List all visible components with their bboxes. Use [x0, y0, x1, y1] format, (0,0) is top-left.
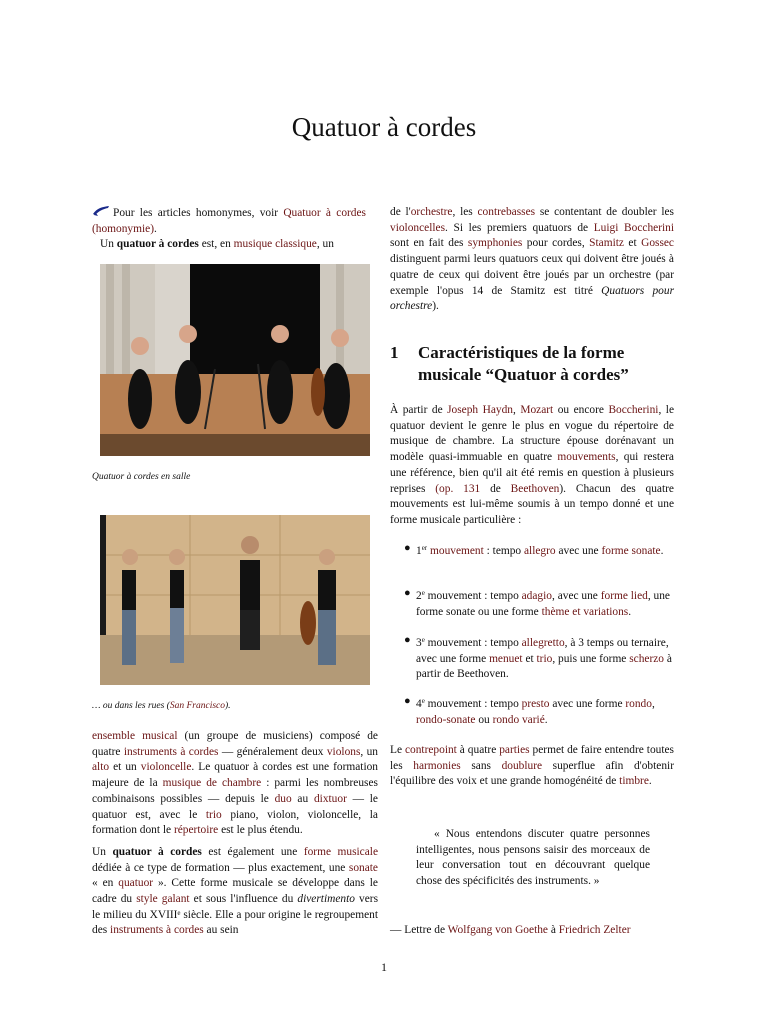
left-column-bottom [92, 729, 378, 939]
caption-concert-hall: Quatuor à cordes en salle [92, 472, 191, 482]
link-zelter[interactable]: Friedrich Zelter [558, 924, 631, 936]
section-heading [390, 342, 680, 386]
paragraph-contrepoint: Le contrepoint à quatre parties permet de faire entendre toutes les harmonies sans doublure superflue afin d'obtenir l'équilibre des voix et une grande homogénéité de timbre. [390, 744, 674, 788]
caption-street: … ou dans les rues (San Francisco). [92, 701, 231, 711]
link-san-francisco[interactable]: San Francisco [169, 701, 226, 711]
list-item: ● 1er mouvement : tempo allegro avec une forme sonate. [404, 542, 664, 557]
homonym-link[interactable]: Quatuor à cordes (homonymie) [92, 207, 366, 235]
link-goethe[interactable]: Wolfgang von Goethe [447, 924, 548, 936]
page-title: Quatuor à cordes [291, 112, 477, 142]
homonym-note: Pour les articles homonymes, voir Quatuor à cordes (homonymie). [92, 207, 366, 235]
goethe-quote: « Nous entendons discuter quatre personnes intelligentes, nous pensons saisir des morceaux de leur conversation tout en découvrant quelque chose des spécificités des instruments. » [416, 828, 650, 888]
movement-list [390, 541, 680, 726]
list-item: ● 2e mouvement : tempo adagio, avec une forme lied, une forme sonate ou une forme thème et variations. [404, 587, 670, 618]
section-number: 1 [390, 343, 399, 362]
quote-attribution: — Lettre de Wolfgang von Goethe à Friedrich Zelter [390, 924, 631, 936]
paragraph-orchestre: de l'orchestre, les contrebasses se contentant de doubler les violoncelles. Si les premiers quatuors de Luigi Boccherini sont en fait des symphonies pour cordes, Stamitz et Gossec distinguent parmi leurs quatuors ceux qui doivent être joués à quatre de ceux qui doivent être joués par un orchestre (par exemple l'opus 14 de Stamitz est titré Quatuors pour orchestre). [390, 206, 675, 313]
section-title: Caractéristiques de la forme musicale “Quatuor à cordes” [418, 343, 629, 384]
disambiguation-icon [92, 205, 110, 217]
concert-hall-photo [100, 264, 370, 456]
list-item: ● 4e mouvement : tempo presto avec une forme rondo, rondo-sonate ou rondo varié. [404, 695, 655, 726]
paragraph-forme: Un quatuor à cordes est également une forme musicale dédiée à ce type de formation — plus exactement, une sonate « en quatuor ». Cette forme musicale se développe dans le cadre du style galant et sous l'influence du divertimento vers le milieu du XVIIIᵉ siècle. Elle a pour origine le regroupement des instruments à cordes au sein [92, 845, 379, 937]
page-number: 1 [381, 960, 387, 974]
left-column-top [92, 205, 366, 253]
link-musique-classique[interactable]: musique classique [233, 238, 317, 251]
paragraph-ensemble: ensemble musical (un groupe de musiciens) composé de quatre instruments à cordes — généralement deux violons, un alto et un violoncelle. Le quatuor à cordes est une formation majeure de la musique de chambre : parmi les nombreuses combinaisons possibles — depuis le duo au dixtuor — le quatuor est, avec le trio piano, violon, violoncelle, la formation dont le répertoire est le plus étendu. [92, 730, 379, 837]
street-quartet-photo [100, 515, 370, 685]
list-item: ● 3e mouvement : tempo allegretto, à 3 temps ou ternaire, avec une forme menuet et trio, puis une forme scherzo à partir de Beethoven. [404, 634, 672, 680]
paragraph-structure: À partir de Joseph Haydn, Mozart ou encore Boccherini, le quatuor devient le genre le plus en vogue du répertoire de musique de chambre. La structure épouse dorénavant un modèle quasi-immuable en quatre mouvements, qui restera une référence, bien qu'il ait été remis en question à plusieurs reprises (op. 131 de Beethoven). Chacun des quatre mouvements est lui-même soumis à un tempo donné et une forme musicale particulière : [390, 404, 674, 526]
right-column-top [390, 205, 674, 315]
intro-line: Un quatuor à cordes est, en musique classique, un [100, 238, 334, 251]
